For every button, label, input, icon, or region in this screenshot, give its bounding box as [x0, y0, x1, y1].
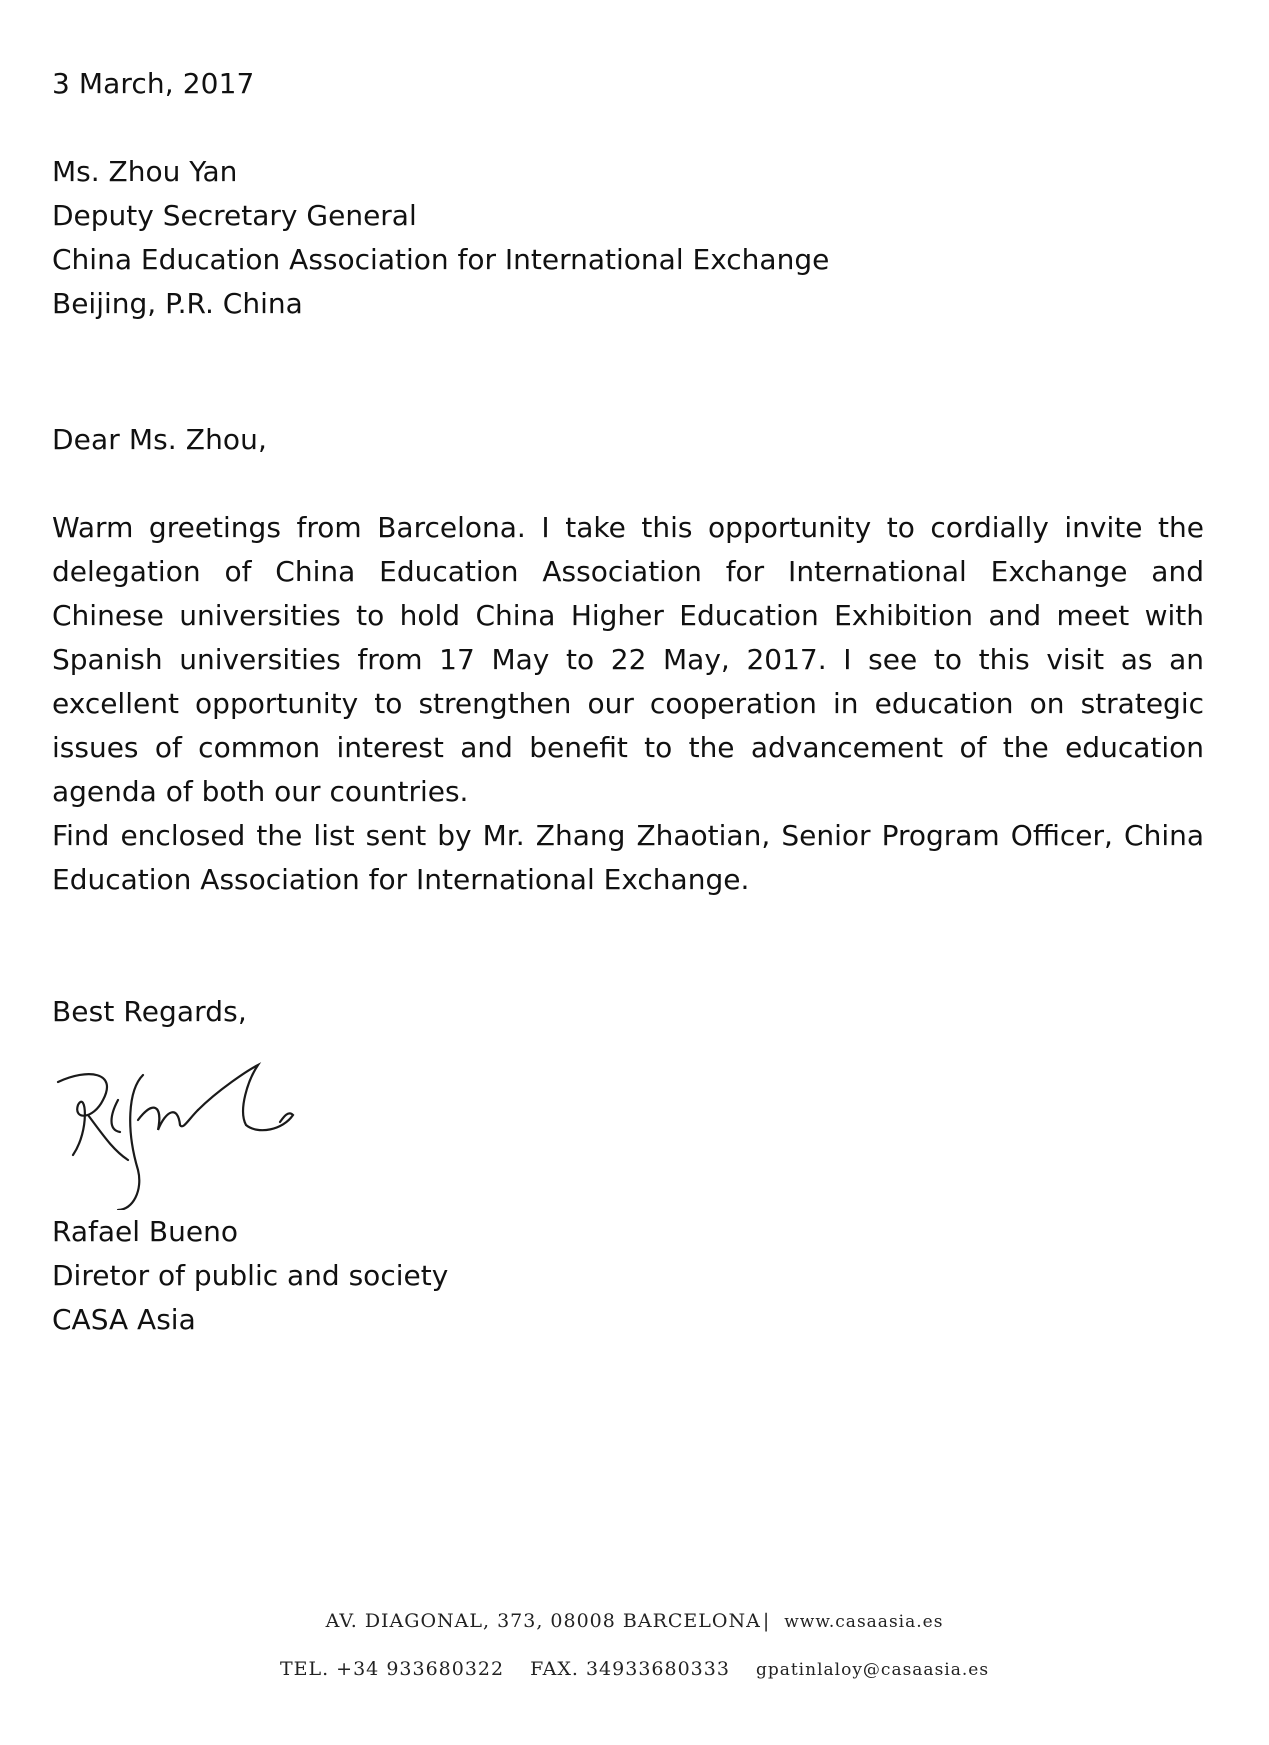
- sender-name: Rafael Bueno: [52, 1215, 238, 1248]
- body-paragraph-1: Warm greetings from Barcelona. I take this opportunity to cordially invite the delegation of China Education Association for International Exchange and Chinese universities to hold China Higher Education Exhibition and meet with Spanish universities from 17 May to 22 May, 2017. I see to this visit as an excellent opportunity to strengthen our cooperation in education on strategic issues of common interest and benefit to the advancement of the education agenda of both our countries.: [52, 511, 1204, 808]
- recipient-name: Ms. Zhou Yan: [52, 155, 238, 188]
- footer-tel: TEL. +34 933680322: [279, 1658, 505, 1680]
- footer-address: AV. DIAGONAL, 373, 08008 BARCELONA: [325, 1610, 761, 1632]
- closing: Best Regards,: [52, 995, 247, 1028]
- signature: [48, 1060, 308, 1210]
- footer-website: www.casaasia.es: [784, 1612, 944, 1632]
- recipient-block: [52, 150, 829, 326]
- footer-email: gpatinlaloy@casaasia.es: [755, 1660, 990, 1680]
- footer-separator: |: [762, 1610, 771, 1632]
- recipient-title: Deputy Secretary General: [52, 199, 417, 232]
- letter-date: 3 March, 2017: [52, 67, 255, 100]
- body-paragraph-2: Find enclosed the list sent by Mr. Zhang Zhaotian, Senior Program Officer, China Education Association for International Exchange.: [52, 819, 1204, 896]
- salutation: Dear Ms. Zhou,: [52, 423, 268, 456]
- footer-contact-line: [0, 1658, 1269, 1680]
- footer-address-line: [0, 1610, 1269, 1632]
- sender-title: Diretor of public and society: [52, 1259, 449, 1292]
- sender-block: [52, 1210, 448, 1342]
- sender-organization: CASA Asia: [52, 1303, 196, 1336]
- recipient-location: Beijing, P.R. China: [52, 287, 303, 320]
- recipient-organization: China Education Association for International Exchange: [52, 243, 830, 276]
- footer-fax: FAX. 34933680333: [530, 1658, 730, 1680]
